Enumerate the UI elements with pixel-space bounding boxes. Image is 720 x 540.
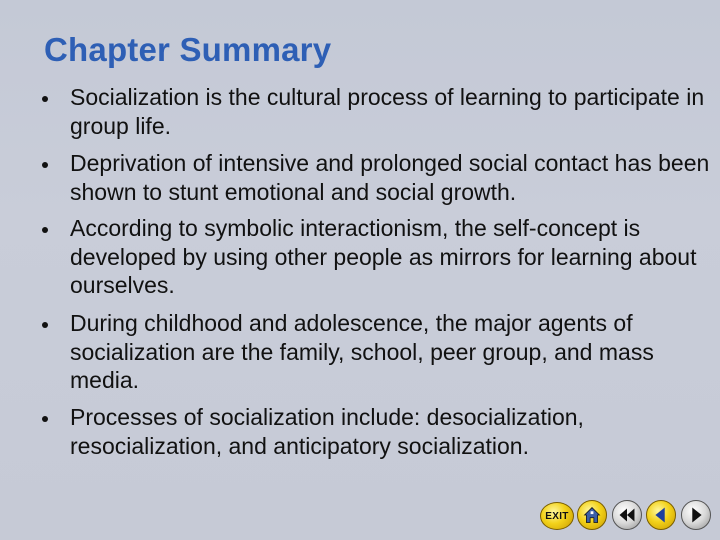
bullet-item — [70, 149, 710, 206]
exit-label: EXIT — [545, 510, 569, 522]
home-button[interactable] — [577, 500, 607, 530]
bullet-marker — [42, 322, 48, 328]
bullet-text: According to symbolic interactionism, the self-concept is developed by using other people as mirrors for learning about ourselves. — [70, 215, 697, 298]
bullet-text: During childhood and adolescence, the major agents of socialization are the family, school, peer group, and mass media. — [70, 310, 654, 393]
exit-button[interactable] — [540, 502, 574, 530]
previous-icon — [647, 501, 675, 529]
next-button[interactable] — [681, 500, 711, 530]
slide-title: Chapter Summary — [44, 31, 332, 68]
bullet-text: Socialization is the cultural process of learning to participate in group life. — [70, 84, 705, 139]
previous-button[interactable] — [646, 500, 676, 530]
back-to-start-button[interactable] — [612, 500, 642, 530]
bullet-item — [70, 309, 710, 395]
home-icon — [578, 501, 606, 529]
bullet-text: Deprivation of intensive and prolonged social contact has been shown to stunt emotional and social growth. — [70, 150, 710, 205]
bullet-item — [70, 403, 710, 460]
bullet-text: Processes of socialization include: desocialization, resocialization, and anticipatory socialization. — [70, 404, 584, 459]
bullet-item — [70, 214, 710, 300]
bullet-marker — [42, 416, 48, 422]
bullet-marker — [42, 162, 48, 168]
back-to-start-icon — [613, 501, 641, 529]
bullet-marker — [42, 227, 48, 233]
bullet-item — [70, 83, 710, 140]
bullet-marker — [42, 96, 48, 102]
next-icon — [682, 501, 710, 529]
